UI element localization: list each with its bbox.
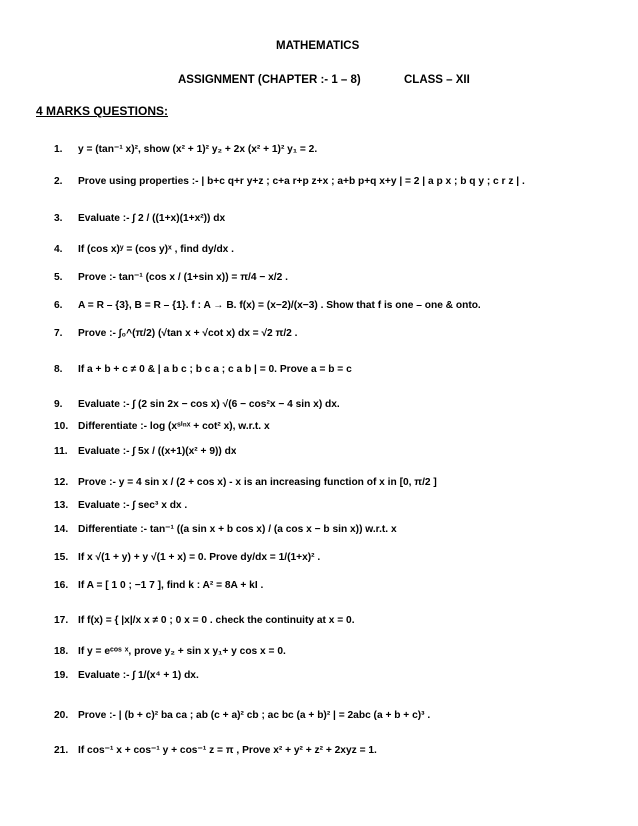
question-item [54,364,352,377]
question-text: Evaluate :- ∫ (2 sin 2x − cos x) √(6 − cos²x − 4 sin x) dx. [78,399,340,410]
section-heading: 4 MARKS QUESTIONS: [36,104,169,118]
question-text: A = R – {3}, B = R – {1}. f : A → B. f(x) = (x−2)/(x−3) . Show that f is one – one & onto. [78,300,481,311]
question-number: 13. [54,500,69,511]
question-number: 17. [54,615,69,626]
question-text: If (cos x)ʸ = (cos y)ˣ , find dy/dx . [78,244,234,255]
question-number: 10. [54,421,69,432]
question-number: 3. [54,213,63,224]
question-number: 19. [54,670,69,681]
question-item [54,176,525,189]
question-text: Evaluate :- ∫ 5x / ((x+1)(x² + 9)) dx [78,446,237,457]
question-number: 4. [54,244,63,255]
question-number: 21. [54,745,69,756]
question-text: If x √(1 + y) + y √(1 + x) = 0. Prove dy/dx = 1/(1+x)² . [78,552,321,563]
question-text: If y = eᶜᵒˢ ˣ, prove y₂ + sin x y₁+ y cos x = 0. [78,646,286,657]
question-item [54,646,286,659]
subject-title: MATHEMATICS [276,40,360,52]
question-number: 2. [54,176,63,187]
question-item [54,745,377,758]
question-item [54,670,199,683]
question-item [54,446,236,459]
question-item [54,477,437,490]
question-item [54,213,225,226]
question-number: 16. [54,580,69,591]
question-text: Evaluate :- ∫ 2 / ((1+x)(1+x²)) dx [78,213,226,224]
question-item [54,552,320,565]
question-item [54,524,397,537]
question-item [54,144,317,157]
question-text: Prove :- ∫₀^(π/2) (√tan x + √cot x) dx = √2 π/2 . [78,328,298,339]
question-text: If cos⁻¹ x + cos⁻¹ y + cos⁻¹ z = π , Prove x² + y² + z² + 2xyz = 1. [78,745,377,756]
question-number: 15. [54,552,69,563]
question-text: y = (tan⁻¹ x)², show (x² + 1)² y₂ + 2x (x² + 1)² y₁ = 2. [78,144,318,155]
question-item [54,300,481,313]
question-text: Differentiate :- log (xˢⁱⁿˣ + cot² x), w.r.t. x [78,421,270,432]
question-text: Evaluate :- ∫ sec³ x dx . [78,500,188,511]
question-text: Prove :- | (b + c)² ba ca ; ab (c + a)² cb ; ac bc (a + b)² | = 2abc (a + b + c)³ . [78,710,431,721]
question-item [54,615,355,628]
question-text: If f(x) = { |x|/x x ≠ 0 ; 0 x = 0 . check the continuity at x = 0. [78,615,355,626]
question-item [54,272,288,285]
assignment-title: ASSIGNMENT (CHAPTER :- 1 – 8) [178,74,361,86]
question-item [54,500,187,513]
question-number: 20. [54,710,69,721]
question-text: If A = [ 1 0 ; −1 7 ], find k : A² = 8A + kI . [78,580,264,591]
question-item [54,244,234,257]
question-text: Differentiate :- tan⁻¹ ((a sin x + b cos x) / (a cos x − b sin x)) w.r.t. x [78,524,397,535]
question-text: Prove :- tan⁻¹ (cos x / (1+sin x)) = π/4 − x/2 . [78,272,288,283]
question-text: Evaluate :- ∫ 1/(x⁴ + 1) dx. [78,670,199,681]
question-number: 8. [54,364,63,375]
question-number: 12. [54,477,69,488]
question-number: 9. [54,399,63,410]
class-label: CLASS – XII [404,74,470,86]
question-number: 6. [54,300,63,311]
question-number: 1. [54,144,63,155]
question-item [54,421,270,434]
question-number: 5. [54,272,63,283]
question-item [54,399,340,412]
question-item [54,710,430,723]
question-text: If a + b + c ≠ 0 & | a b c ; b c a ; c a b | = 0. Prove a = b = c [78,364,352,375]
question-number: 7. [54,328,63,339]
question-number: 18. [54,646,69,657]
question-item [54,580,263,593]
question-number: 11. [54,446,68,457]
question-item [54,328,298,341]
question-text: Prove :- y = 4 sin x / (2 + cos x) - x is an increasing function of x in [0, π/2 ] [78,477,437,488]
question-number: 14. [54,524,69,535]
question-text: Prove using properties :- | b+c q+r y+z ; c+a r+p z+x ; a+b p+q x+y | = 2 | a p x ; b q y ; c r z | . [78,176,525,187]
